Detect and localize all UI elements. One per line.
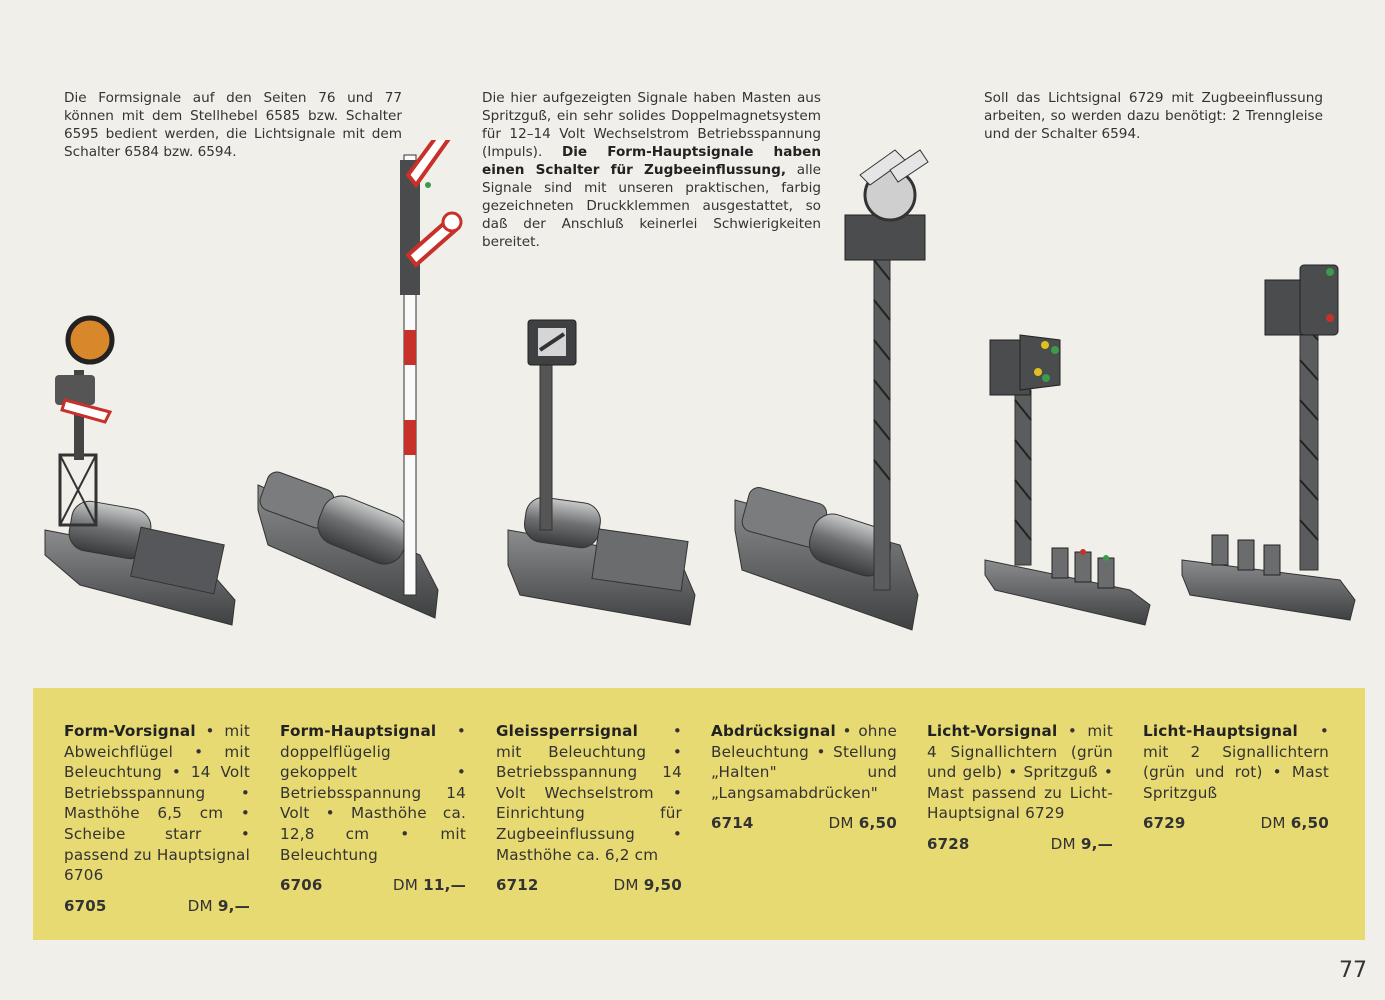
product-price: DM 11,—: [392, 876, 466, 895]
product-name: Abdrücksignal: [711, 722, 836, 740]
price-row: [280, 875, 466, 896]
price-row: [496, 875, 682, 896]
product-6705: [64, 721, 250, 916]
intro-middle-part-b: alle Signale sind mit unseren praktischen, farbig gezeichneten Druckklemmen ausgestattet, so daß der Anschluß keinerlei Schwierigkeiten bereitet.: [482, 162, 822, 250]
product-price: DM 6,50: [1260, 814, 1329, 833]
model-6729-licht-hauptsignal: [1182, 265, 1355, 620]
product-price: DM 9,—: [1050, 834, 1113, 853]
product-name: Licht-Vorsignal: [927, 722, 1058, 740]
product-6714: [711, 721, 897, 834]
product-description-block: Form-Vorsignal • mit Abweichflügel • mit Beleuchtung • 14 Volt Betriebsspannung • Masthöhe 6,5 cm • Scheibe starr • passend zu Hauptsignal 6706: [64, 722, 250, 885]
product-6706: [280, 721, 466, 896]
product-description-block: Licht-Hauptsignal • mit 2 Signallichtern (grün und rot) • Mast Spritzguß: [1143, 722, 1329, 802]
product-6729: [1143, 721, 1329, 834]
signal-models-illustration: [0, 140, 1385, 660]
product-price: DM 6,50: [828, 814, 897, 833]
product-description-block: Gleissperrsignal • mit Beleuchtung • Betriebsspannung 14 Volt Wechselstrom • Einrichtung für Zugbeeinflussung • Masthöhe ca. 6,2 cm: [496, 722, 682, 864]
intro-text-left: Die Formsignale auf den Seiten 76 und 77 können mit dem Stellhebel 6585 bzw. Schalter 6595 bedient werden, die Lichtsignale mit dem Schalter 6584 bzw. 6594.: [64, 90, 402, 160]
product-name: Licht-Hauptsignal: [1143, 722, 1298, 740]
product-description-block: Form-Hauptsignal • doppelflügelig gekoppelt • Betriebsspannung 14 Volt • Masthöhe ca. 12,8 cm • mit Beleuchtung: [280, 722, 466, 864]
product-description: mit Abweichflügel • mit Beleuchtung • 14 Volt Betriebsspannung • Masthöhe 6,5 cm • Scheibe starr • passend zu Hauptsignal 6706: [64, 722, 250, 885]
product-description-block: Licht-Vorsignal • mit 4 Signallichtern (grün und gelb) • Spritzguß • Mast passend zu Licht-Hauptsignal 6729: [927, 722, 1113, 823]
model-6705-form-vorsignal: [45, 318, 235, 625]
product-code: 6729: [1143, 814, 1186, 833]
model-6728-licht-vorsignal: [985, 335, 1150, 625]
product-code: 6705: [64, 896, 107, 915]
intro-middle-bold: Die Form-Hauptsignale haben einen Schalter für Zugbeeinflussung,: [482, 144, 822, 178]
price-row: [1143, 813, 1329, 834]
product-description: ohne Beleuchtung • Stellung „Halten" und „Langsamabdrücken": [711, 722, 897, 802]
price-row: [64, 896, 250, 917]
product-description: mit Beleuchtung • Betriebsspannung 14 Volt Wechselstrom • Einrichtung für Zugbeeinflussung • Masthöhe ca. 6,2 cm: [496, 742, 682, 864]
price-row: [927, 834, 1113, 855]
product-6728: [927, 721, 1113, 855]
product-name: Gleissperrsignal: [496, 722, 638, 740]
product-description: mit 4 Signallichtern (grün und gelb) • Spritzguß • Mast passend zu Licht-Hauptsignal 6729: [927, 722, 1113, 823]
intro-middle-part-a: Die hier aufgezeigten Signale haben Masten aus Spritzguß, ein sehr solides Doppelmagnetsystem für 12–14 Volt Wechselstrom Betriebsspannung (Impuls).: [482, 90, 821, 160]
product-description-block: Abdrücksignal • ohne Beleuchtung • Stellung „Halten" und „Langsamabdrücken": [711, 722, 897, 802]
product-code: 6714: [711, 814, 754, 833]
product-name: Form-Hauptsignal: [280, 722, 437, 740]
product-price: DM 9,—: [187, 896, 250, 915]
model-6714-abdruecksignal: [735, 150, 928, 630]
product-code: 6712: [496, 876, 539, 895]
intro-text-right: Soll das Lichtsignal 6729 mit Zugbeeinflussung arbeiten, so werden dazu benötigt: 2 Trenngleise und der Schalter 6594.: [984, 90, 1323, 142]
product-description: doppelflügelig gekoppelt • Betriebsspannung 14 Volt • Masthöhe ca. 12,8 cm • mit Beleuchtung: [280, 742, 466, 864]
model-6712-gleissperrsignal: [508, 320, 695, 625]
product-name: Form-Vorsignal: [64, 722, 196, 740]
product-price: DM 9,50: [613, 876, 682, 895]
price-row: [711, 813, 897, 834]
model-6706-form-hauptsignal: [257, 140, 461, 618]
product-6712: [496, 721, 682, 896]
page-number: 77: [1339, 958, 1367, 983]
product-description: mit 2 Signallichtern (grün und rot) • Mast Spritzguß: [1143, 742, 1329, 802]
product-code: 6706: [280, 876, 323, 895]
product-info-panel: [33, 688, 1365, 940]
product-code: 6728: [927, 834, 970, 853]
